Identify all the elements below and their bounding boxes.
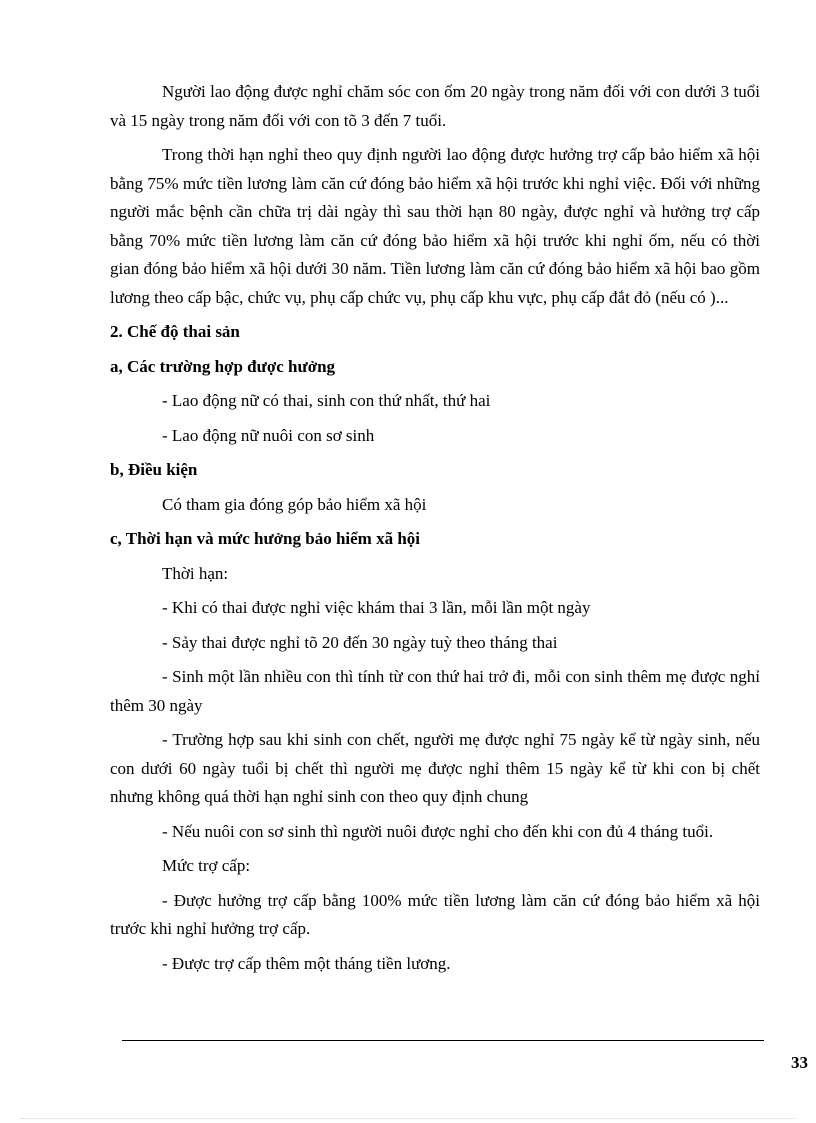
list-item: - Lao động nữ có thai, sinh con thứ nhất, thứ hai — [162, 391, 491, 410]
list-item: - Nếu nuôi con sơ sinh thì người nuôi được nghỉ cho đến khi con đủ 4 tháng tuổi. — [162, 821, 714, 841]
subsection-b-title: b, Điều kiện — [110, 460, 198, 479]
duration-label: Thời hạn: — [162, 563, 229, 583]
subsection-c-title: c, Thời hạn và mức hưởng bảo hiểm xã hội — [110, 529, 421, 548]
allowance-label: Mức trợ cấp: — [162, 856, 251, 875]
list-item: - Lao động nữ nuôi con sơ sinh — [162, 425, 375, 445]
paragraph-sick-leave-allowance: Trong thời hạn nghỉ theo quy định người lao động được hưởng trợ cấp bảo hiểm xã hội bằng 75% mức tiền lương làm căn cứ đóng bảo hiểm xã hội trước khi nghỉ việc. Đối với những người mắc bệnh cần chữa trị dài ngày thì sau thời hạn 80 ngày, được nghỉ và hưởng trợ cấp bằng 70% mức tiền lương làm căn cứ đóng bảo hiểm xã hội trước khi nghỉ ốm, nếu có thời gian đóng bảo hiểm xã hội dưới 30 năm. Tiền lương làm căn cứ đóng bảo hiểm xã hội bao gồm lương theo cấp bậc, chức vụ, phụ cấp chức vụ, phụ cấp khu vực, phụ cấp đắt đỏ (nếu có )... — [110, 145, 760, 307]
section-title-maternity: 2. Chế độ thai sản — [110, 322, 240, 341]
subsection-a-title: a, Các trường hợp được hưởng — [110, 356, 336, 376]
page-number: 33 — [791, 1053, 808, 1072]
subsection-b-text: Có tham gia đóng góp bảo hiểm xã hội — [162, 494, 427, 514]
list-item: - Được hưởng trợ cấp bằng 100% mức tiền lương làm căn cứ đóng bảo hiểm xã hội trước khi nghỉ hưởng trợ cấp. — [110, 890, 760, 938]
page-body — [110, 78, 760, 984]
list-item: - Trường hợp sau khi sinh con chết, người mẹ được nghỉ 75 ngày kể từ ngày sinh, nếu con dưới 60 ngày tuổi bị chết thì người mẹ được nghỉ thêm 15 ngày kể từ khi con bị chết nhưng không quá thời hạn nghỉ sinh con theo quy định chung — [110, 730, 760, 806]
list-item: - Sảy thai được nghỉ tõ 20 đến 30 ngày tuỳ theo tháng thai — [162, 632, 558, 652]
list-item: - Khi có thai được nghỉ việc khám thai 3 lần, mỗi lần một ngày — [162, 598, 591, 617]
paragraph-sick-child-leave: Người lao động được nghỉ chăm sóc con ốm 20 ngày trong năm đối với con dưới 3 tuổi và 15 ngày trong năm đối với con tõ 3 đến 7 tuổi. — [110, 82, 760, 130]
list-item: - Được trợ cấp thêm một tháng tiền lương. — [162, 953, 451, 973]
footer-divider — [122, 1040, 764, 1041]
list-item: - Sinh một lần nhiều con thì tính từ con thứ hai trở đi, mỗi con sinh thêm mẹ được nghỉ thêm 30 ngày — [110, 667, 760, 715]
page-edge-dotted-line — [20, 1118, 796, 1119]
